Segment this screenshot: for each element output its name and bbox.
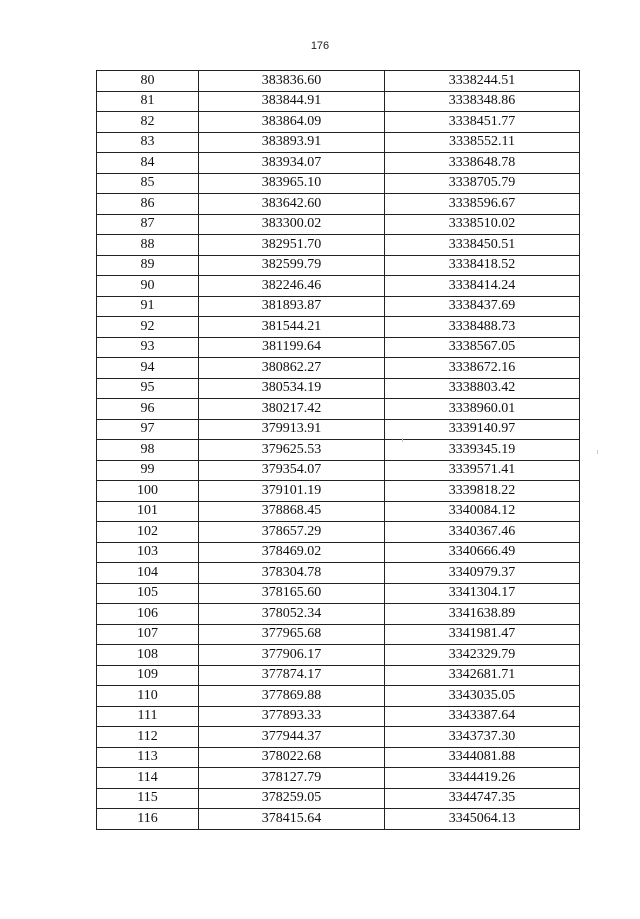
x-coordinate-cell: 377965.68: [199, 624, 385, 645]
table-row: [97, 747, 580, 768]
table-row: [97, 296, 580, 317]
table-row: [97, 624, 580, 645]
y-coordinate-cell: 3340084.12: [385, 501, 580, 522]
table-row: [97, 788, 580, 809]
table-row: [97, 522, 580, 543]
y-coordinate-cell: 3338705.79: [385, 173, 580, 194]
x-coordinate-cell: 383965.10: [199, 173, 385, 194]
table-row: [97, 399, 580, 420]
x-coordinate-cell: 378415.64: [199, 809, 385, 830]
point-number-cell: 94: [97, 358, 199, 379]
point-number-cell: 112: [97, 727, 199, 748]
x-coordinate-cell: 380217.42: [199, 399, 385, 420]
table-row: [97, 112, 580, 133]
table-row: [97, 727, 580, 748]
y-coordinate-cell: 3340367.46: [385, 522, 580, 543]
point-number-cell: 104: [97, 563, 199, 584]
page-number: 176: [310, 40, 330, 52]
point-number-cell: 100: [97, 481, 199, 502]
x-coordinate-cell: 378657.29: [199, 522, 385, 543]
table-row: [97, 665, 580, 686]
x-coordinate-cell: 381199.64: [199, 337, 385, 358]
x-coordinate-cell: 378052.34: [199, 604, 385, 625]
x-coordinate-cell: 383300.02: [199, 214, 385, 235]
x-coordinate-cell: 383934.07: [199, 153, 385, 174]
point-number-cell: 84: [97, 153, 199, 174]
x-coordinate-cell: 381893.87: [199, 296, 385, 317]
point-number-cell: 82: [97, 112, 199, 133]
point-number-cell: 115: [97, 788, 199, 809]
y-coordinate-cell: 3341304.17: [385, 583, 580, 604]
point-number-cell: 95: [97, 378, 199, 399]
y-coordinate-cell: 3338596.67: [385, 194, 580, 215]
x-coordinate-cell: 377944.37: [199, 727, 385, 748]
point-number-cell: 107: [97, 624, 199, 645]
table-row: [97, 583, 580, 604]
x-coordinate-cell: 378868.45: [199, 501, 385, 522]
table-row: [97, 235, 580, 256]
y-coordinate-cell: 3338567.05: [385, 337, 580, 358]
y-coordinate-cell: 3338803.42: [385, 378, 580, 399]
point-number-cell: 88: [97, 235, 199, 256]
x-coordinate-cell: 379913.91: [199, 419, 385, 440]
y-coordinate-cell: 3338348.86: [385, 91, 580, 112]
table-row: [97, 358, 580, 379]
table-row: [97, 194, 580, 215]
point-number-cell: 99: [97, 460, 199, 481]
x-coordinate-cell: 379354.07: [199, 460, 385, 481]
point-number-cell: 89: [97, 255, 199, 276]
y-coordinate-cell: 3338552.11: [385, 132, 580, 153]
y-coordinate-cell: 3342681.71: [385, 665, 580, 686]
table-row: [97, 419, 580, 440]
x-coordinate-cell: 378259.05: [199, 788, 385, 809]
point-number-cell: 96: [97, 399, 199, 420]
x-coordinate-cell: 379625.53: [199, 440, 385, 461]
x-coordinate-cell: 378469.02: [199, 542, 385, 563]
point-number-cell: 85: [97, 173, 199, 194]
y-coordinate-cell: 3344747.35: [385, 788, 580, 809]
y-coordinate-cell: 3341638.89: [385, 604, 580, 625]
table-row: [97, 706, 580, 727]
table-row: [97, 501, 580, 522]
x-coordinate-cell: 383864.09: [199, 112, 385, 133]
y-coordinate-cell: 3339140.97: [385, 419, 580, 440]
x-coordinate-cell: 378304.78: [199, 563, 385, 584]
x-coordinate-cell: 377874.17: [199, 665, 385, 686]
scan-speck: [402, 438, 403, 442]
y-coordinate-cell: 3338488.73: [385, 317, 580, 338]
x-coordinate-cell: 378165.60: [199, 583, 385, 604]
coordinate-table: [96, 70, 580, 830]
x-coordinate-cell: 382246.46: [199, 276, 385, 297]
table-row: [97, 91, 580, 112]
x-coordinate-cell: 377906.17: [199, 645, 385, 666]
y-coordinate-cell: 3343737.30: [385, 727, 580, 748]
y-coordinate-cell: 3340979.37: [385, 563, 580, 584]
x-coordinate-cell: 383836.60: [199, 71, 385, 92]
point-number-cell: 87: [97, 214, 199, 235]
y-coordinate-cell: 3338414.24: [385, 276, 580, 297]
x-coordinate-cell: 378022.68: [199, 747, 385, 768]
x-coordinate-cell: 377869.88: [199, 686, 385, 707]
table-row: [97, 604, 580, 625]
y-coordinate-cell: 3338244.51: [385, 71, 580, 92]
y-coordinate-cell: 3344081.88: [385, 747, 580, 768]
point-number-cell: 97: [97, 419, 199, 440]
point-number-cell: 116: [97, 809, 199, 830]
table-row: [97, 337, 580, 358]
table-row: [97, 768, 580, 789]
table-row: [97, 132, 580, 153]
x-coordinate-cell: 382951.70: [199, 235, 385, 256]
point-number-cell: 108: [97, 645, 199, 666]
x-coordinate-cell: 379101.19: [199, 481, 385, 502]
point-number-cell: 105: [97, 583, 199, 604]
point-number-cell: 101: [97, 501, 199, 522]
x-coordinate-cell: 383844.91: [199, 91, 385, 112]
y-coordinate-cell: 3343035.05: [385, 686, 580, 707]
x-coordinate-cell: 378127.79: [199, 768, 385, 789]
point-number-cell: 106: [97, 604, 199, 625]
table-row: [97, 71, 580, 92]
point-number-cell: 102: [97, 522, 199, 543]
table-row: [97, 645, 580, 666]
point-number-cell: 90: [97, 276, 199, 297]
x-coordinate-cell: 383893.91: [199, 132, 385, 153]
y-coordinate-cell: 3342329.79: [385, 645, 580, 666]
x-coordinate-cell: 377893.33: [199, 706, 385, 727]
table-row: [97, 173, 580, 194]
point-number-cell: 93: [97, 337, 199, 358]
table-row: [97, 809, 580, 830]
y-coordinate-cell: 3338510.02: [385, 214, 580, 235]
point-number-cell: 114: [97, 768, 199, 789]
y-coordinate-cell: 3338418.52: [385, 255, 580, 276]
table-row: [97, 255, 580, 276]
y-coordinate-cell: 3340666.49: [385, 542, 580, 563]
x-coordinate-cell: 380534.19: [199, 378, 385, 399]
y-coordinate-cell: 3338960.01: [385, 399, 580, 420]
point-number-cell: 109: [97, 665, 199, 686]
point-number-cell: 91: [97, 296, 199, 317]
y-coordinate-cell: 3338437.69: [385, 296, 580, 317]
x-coordinate-cell: 383642.60: [199, 194, 385, 215]
y-coordinate-cell: 3339571.41: [385, 460, 580, 481]
x-coordinate-cell: 382599.79: [199, 255, 385, 276]
table-row: [97, 686, 580, 707]
x-coordinate-cell: 381544.21: [199, 317, 385, 338]
point-number-cell: 98: [97, 440, 199, 461]
point-number-cell: 81: [97, 91, 199, 112]
y-coordinate-cell: 3338451.77: [385, 112, 580, 133]
table-row: [97, 440, 580, 461]
y-coordinate-cell: 3345064.13: [385, 809, 580, 830]
y-coordinate-cell: 3343387.64: [385, 706, 580, 727]
table-row: [97, 378, 580, 399]
y-coordinate-cell: 3338672.16: [385, 358, 580, 379]
point-number-cell: 83: [97, 132, 199, 153]
y-coordinate-cell: 3339345.19: [385, 440, 580, 461]
table-row: [97, 153, 580, 174]
point-number-cell: 111: [97, 706, 199, 727]
coordinate-table-body: [97, 71, 580, 830]
point-number-cell: 86: [97, 194, 199, 215]
table-row: [97, 481, 580, 502]
table-row: [97, 276, 580, 297]
point-number-cell: 113: [97, 747, 199, 768]
scan-speck: [597, 450, 598, 454]
point-number-cell: 92: [97, 317, 199, 338]
y-coordinate-cell: 3339818.22: [385, 481, 580, 502]
table-row: [97, 542, 580, 563]
point-number-cell: 103: [97, 542, 199, 563]
table-row: [97, 460, 580, 481]
y-coordinate-cell: 3341981.47: [385, 624, 580, 645]
table-row: [97, 317, 580, 338]
y-coordinate-cell: 3338450.51: [385, 235, 580, 256]
point-number-cell: 80: [97, 71, 199, 92]
point-number-cell: 110: [97, 686, 199, 707]
y-coordinate-cell: 3344419.26: [385, 768, 580, 789]
y-coordinate-cell: 3338648.78: [385, 153, 580, 174]
table-row: [97, 214, 580, 235]
x-coordinate-cell: 380862.27: [199, 358, 385, 379]
table-row: [97, 563, 580, 584]
